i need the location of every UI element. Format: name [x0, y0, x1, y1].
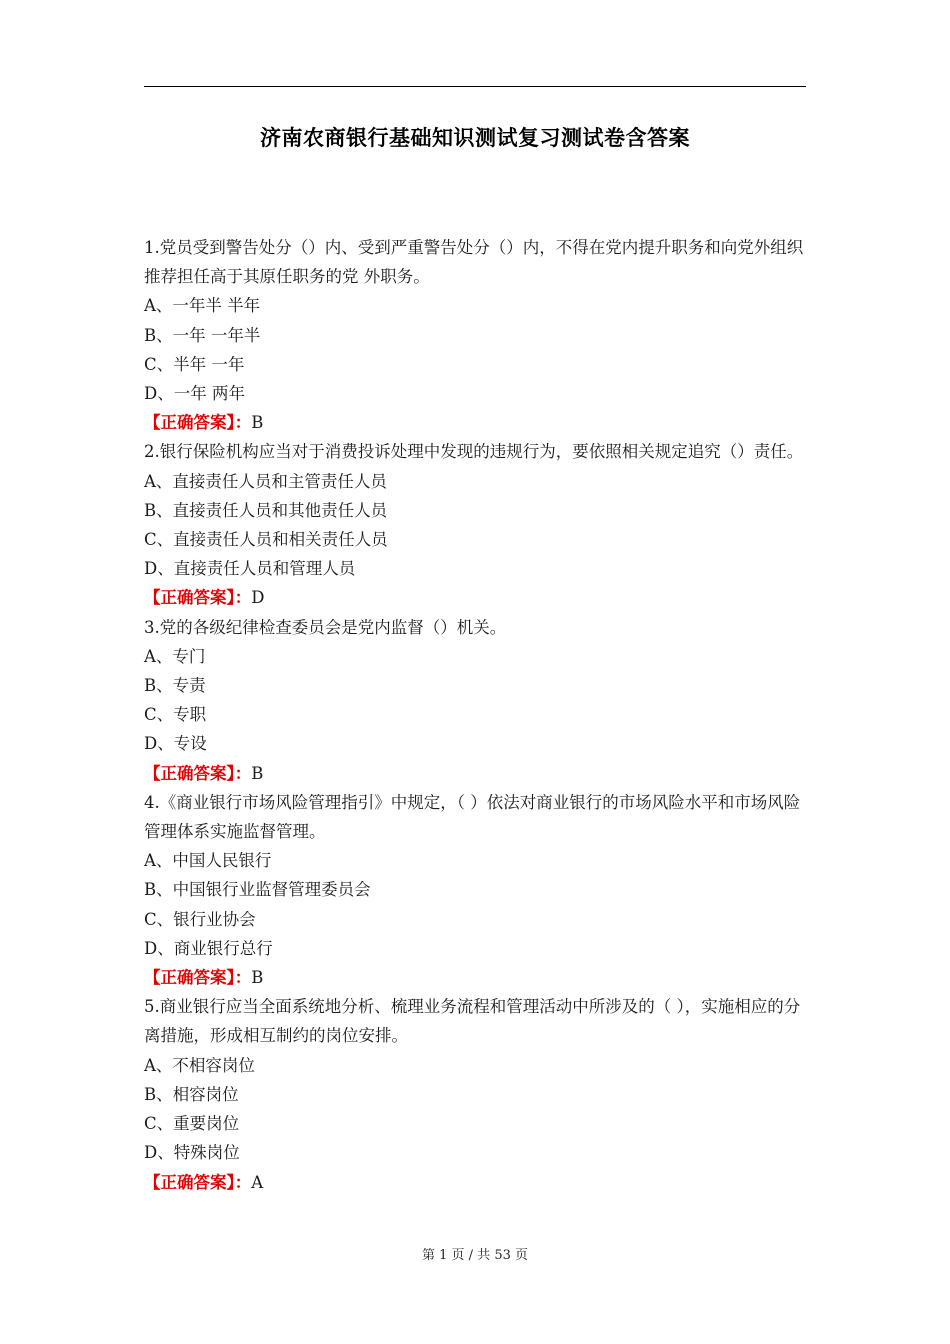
option-c: C、重要岗位: [144, 1114, 240, 1134]
option-b: B、中国银行业监督管理委员会: [144, 880, 371, 900]
document-title: 济南农商银行基础知识测试复习测试卷含答案: [260, 126, 690, 150]
header-rule: [144, 86, 806, 87]
question-stem: 5.商业银行应当全面系统地分析、梳理业务流程和管理活动中所涉及的（ ），实施相应的分离措施，形成相互制约的岗位安排。: [144, 997, 801, 1046]
option-a: A、专门: [144, 646, 206, 666]
option-b: B、专责: [144, 676, 206, 696]
answer-value: B: [251, 763, 264, 783]
option-d: D、专设: [144, 734, 207, 754]
answer-value: B: [251, 413, 264, 433]
question-1: [144, 233, 808, 437]
question-stem: 3.党的各级纪律检查委员会是党内监督（）机关。: [144, 617, 507, 637]
option-b: B、一年 一年半: [144, 325, 261, 345]
question-list: [144, 233, 808, 1197]
answer-line: [144, 1168, 808, 1197]
page-footer: 第 1 页 / 共 53 页: [422, 1248, 528, 1263]
option-d: D、商业银行总行: [144, 938, 273, 958]
question-2: [144, 437, 808, 612]
answer-line: [144, 408, 808, 437]
answer-value: D: [251, 588, 265, 608]
answer-value: A: [251, 1172, 264, 1192]
option-c: C、专职: [144, 705, 207, 725]
answer-line: [144, 759, 808, 788]
answer-label: 【正确答案】：: [144, 968, 252, 988]
question-3: [144, 613, 808, 788]
option-c: C、直接责任人员和相关责任人员: [144, 530, 388, 550]
answer-label: 【正确答案】：: [144, 413, 252, 433]
answer-value: B: [251, 968, 264, 988]
option-b: B、相容岗位: [144, 1084, 239, 1104]
question-5: [144, 992, 808, 1196]
question-stem: 1.党员受到警告处分（）内、受到严重警告处分（）内，不得在党内提升职务和向党外组织推荐担任高于其原任职务的党 外职务。: [144, 238, 804, 287]
answer-line: [144, 583, 808, 612]
option-d: D、一年 两年: [144, 384, 245, 404]
answer-label: 【正确答案】：: [144, 588, 252, 608]
option-d: D、特殊岗位: [144, 1143, 240, 1163]
answer-label: 【正确答案】：: [144, 763, 252, 783]
option-d: D、直接责任人员和管理人员: [144, 559, 356, 579]
question-stem: 2.银行保险机构应当对于消费投诉处理中发现的违规行为，要依照相关规定追究（）责任。: [144, 442, 804, 462]
option-a: A、直接责任人员和主管责任人员: [144, 471, 387, 491]
option-c: C、银行业协会: [144, 909, 256, 929]
question-stem: 4.《商业银行市场风险管理指引》中规定，（ ）依法对商业银行的市场风险水平和市场风险管理体系实施监督管理。: [144, 792, 801, 842]
question-4: [144, 788, 808, 992]
option-c: C、半年 一年: [144, 354, 245, 374]
option-a: A、不相容岗位: [144, 1055, 255, 1075]
option-a: A、一年半 半年: [144, 296, 261, 316]
answer-line: [144, 963, 808, 992]
option-b: B、直接责任人员和其他责任人员: [144, 500, 388, 520]
option-a: A、中国人民银行: [144, 851, 272, 871]
answer-label: 【正确答案】：: [144, 1172, 252, 1192]
